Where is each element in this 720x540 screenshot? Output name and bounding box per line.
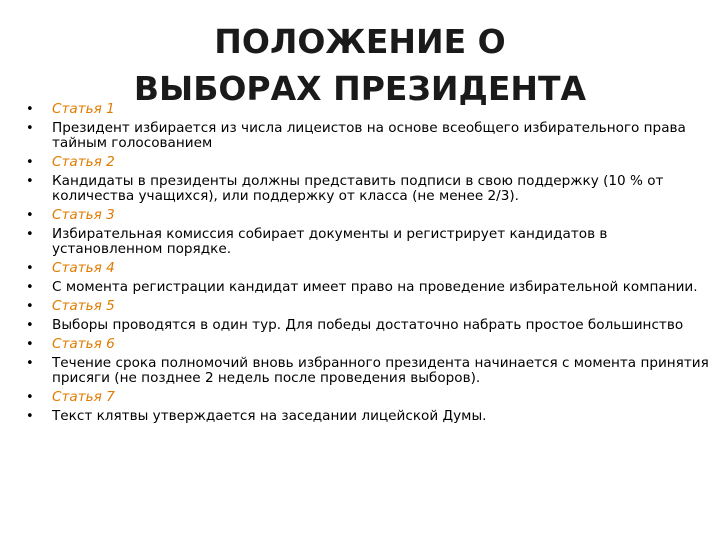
article-3-text-item xyxy=(20,227,710,257)
article-1-heading-item xyxy=(20,102,710,117)
bullet-icon: • xyxy=(26,155,34,170)
article-2-text: Кандидаты в президенты должны представить подписи в свою поддержку (10 % от количества учащихся), или поддержку от класса (не менее 2/3). xyxy=(52,173,664,204)
article-5-heading-item xyxy=(20,299,710,314)
article-7-text-item xyxy=(20,409,710,424)
article-1-heading: Статья 1 xyxy=(52,101,115,117)
article-2-text-item xyxy=(20,174,710,204)
article-1-text: Президент избирается из числа лицеистов на основе всеобщего избирательного права тайным голосованием xyxy=(52,120,686,151)
article-4-heading-item xyxy=(20,261,710,276)
articles-list xyxy=(20,102,710,428)
article-7-heading: Статья 7 xyxy=(52,389,115,405)
bullet-icon: • xyxy=(26,409,34,424)
article-5-text: Выборы проводятся в один тур. Для победы достаточно набрать простое большинство xyxy=(52,317,684,333)
article-6-heading: Статья 6 xyxy=(52,336,115,352)
article-4-text-item xyxy=(20,280,710,295)
bullet-icon: • xyxy=(26,261,34,276)
bullet-icon: • xyxy=(26,299,34,314)
article-7-heading-item xyxy=(20,390,710,405)
article-6-heading-item xyxy=(20,337,710,352)
article-2-heading-item xyxy=(20,155,710,170)
article-4-heading: Статья 4 xyxy=(52,260,115,276)
article-2-heading: Статья 2 xyxy=(52,154,115,170)
article-3-heading: Статья 3 xyxy=(52,207,115,223)
article-4-text: С момента регистрации кандидат имеет право на проведение избирательной компании. xyxy=(52,279,698,295)
page-title: ПОЛОЖЕНИЕ О ВЫБОРАХ ПРЕЗИДЕНТА xyxy=(133,22,587,108)
article-5-heading: Статья 5 xyxy=(52,298,115,314)
article-3-heading-item xyxy=(20,208,710,223)
bullet-icon: • xyxy=(26,337,34,352)
bullet-icon: • xyxy=(26,356,34,371)
bullet-icon: • xyxy=(26,102,34,117)
bullet-icon: • xyxy=(26,208,34,223)
article-6-text-item xyxy=(20,356,710,386)
article-1-text-item xyxy=(20,121,710,151)
bullet-icon: • xyxy=(26,121,34,136)
article-6-text: Течение срока полномочий вновь избранного президента начинается с момента принятия присяги (не позднее 2 недель после проведения выборов). xyxy=(52,355,709,386)
bullet-icon: • xyxy=(26,318,34,333)
article-3-text: Избирательная комиссия собирает документы и регистрирует кандидатов в установленном порядке. xyxy=(52,226,608,257)
bullet-icon: • xyxy=(26,280,34,295)
bullet-icon: • xyxy=(26,227,34,242)
article-5-text-item xyxy=(20,318,710,333)
bullet-icon: • xyxy=(26,174,34,189)
article-7-text: Текст клятвы утверждается на заседании лицейской Думы. xyxy=(52,408,487,424)
bullet-icon: • xyxy=(26,390,34,405)
